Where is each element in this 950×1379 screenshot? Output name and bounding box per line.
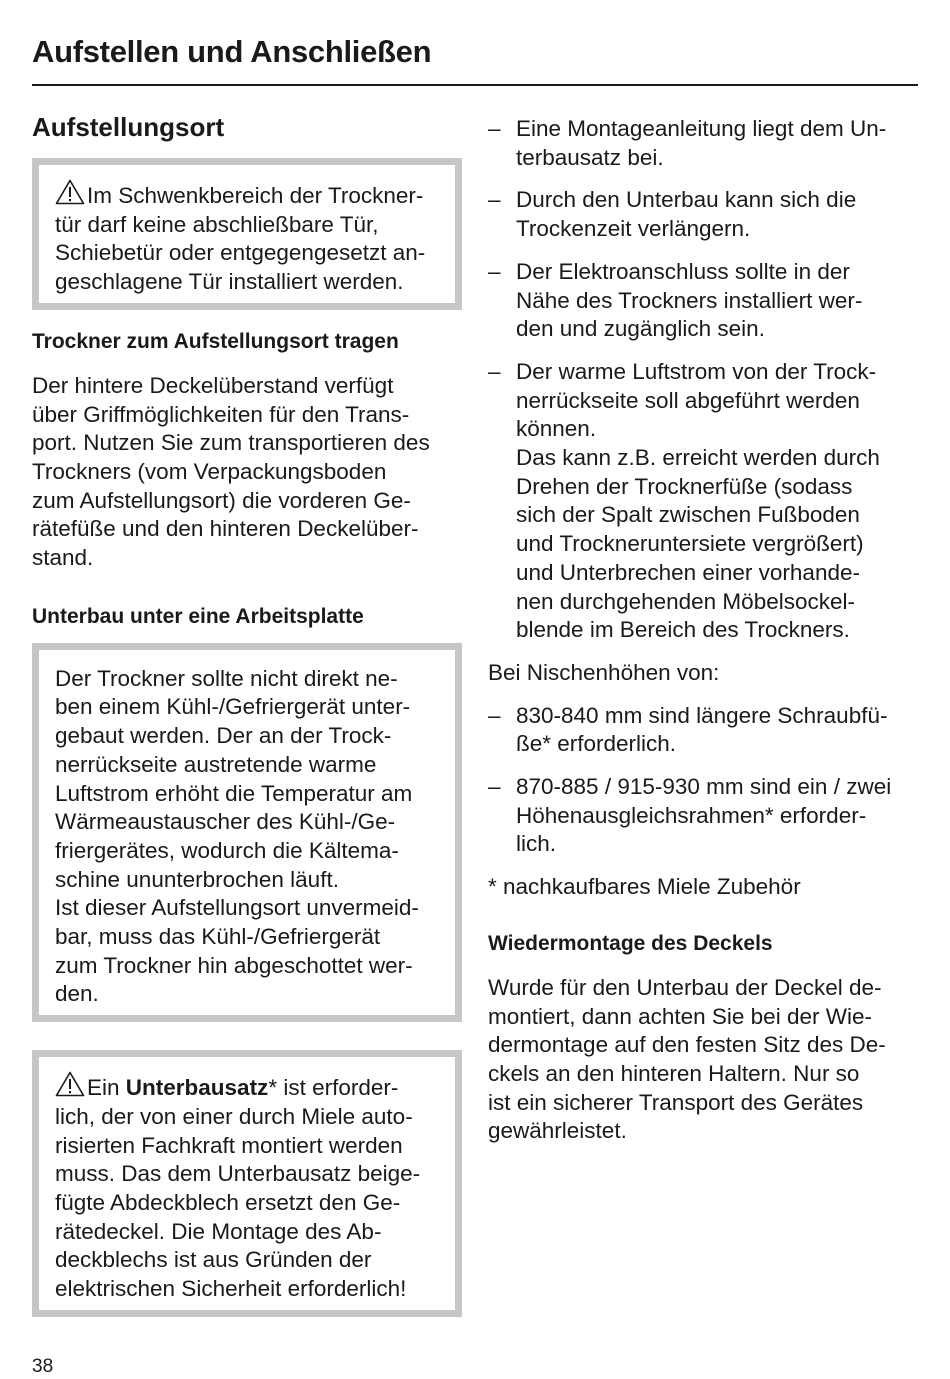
page-header (32, 32, 918, 86)
list-item-text: 870-885 / 915-930 mm sind ein / zwei Höhenausgleichsrahmen* erforder- lich. (516, 774, 892, 857)
list-item-text: 830-840 mm sind längere Schraubfü- ße* erforderlich. (516, 702, 888, 757)
page-number: 38 (32, 1356, 54, 1377)
footnote: * nachkaufbares Miele Zubehör (488, 874, 801, 900)
list-item (488, 186, 920, 243)
dash-bullet: – (488, 774, 501, 800)
warning-box-swing-area (32, 158, 462, 310)
warning-paragraph (55, 179, 443, 297)
warning-triangle-icon (55, 1071, 85, 1097)
dash-bullet: – (488, 258, 501, 284)
page-title: Aufstellen und Anschließen (32, 34, 432, 69)
niche-heights-intro: Bei Nischenhöhen von: (488, 659, 720, 685)
list-item-extra: Das kann z.B. erreicht werden durch Drehen der Trocknerfüße (sodass sich der Spalt zwischen Fußboden und Trockneruntersiete vergrößert) und Unterbrechen einer vorhande- nen durchgehenden Möbelsockel- blende im Bereich des Trockners. (516, 445, 880, 643)
warning-box-underbuild-kit (32, 1050, 462, 1317)
right-column (488, 115, 920, 1146)
list-item (488, 358, 920, 645)
warning-text: * ist erforder- lich, der von einer durch Miele auto- risierten Fachkraft montiert werden muss. Das dem Unterbausatz beige- fügte Abdeckblech ersetzt den Ge- rätedeckel. Die Montage des Ab- deckblechs ist aus Gründen der elektrischen Sicherheit erforderlich! (55, 1075, 421, 1302)
warning-bold-term: Unterbausatz (125, 1075, 269, 1101)
paragraph-transport: Der hintere Deckelüberstand verfügt über Griffmöglichkeiten für den Trans- port. Nutzen Sie zum transportieren des Trockners (vom Verpackungsboden zum Aufstellungsort) die vorderen Ge- rätefüße und den hinteren Deckelüber- stand. (32, 372, 430, 571)
list-item (488, 773, 920, 859)
left-column (32, 110, 462, 1317)
dash-bullet: – (488, 187, 501, 213)
warning-triangle-icon (55, 179, 85, 205)
list-item (488, 258, 920, 344)
note-text: Der Trockner sollte nicht direkt ne- ben einem Kühl-/Gefriergerät unter- gebaut werden. Der an der Trock- nerrückseite austretende warme Luftstrom erhöht die Temperatur am Wärmeaustauscher des Kühl-/Ge- friergerätes, wodurch die Kältema- schine ununterbrochen läuft. Ist dieser Aufstellungsort unvermeid- bar, muss das Kühl-/Gefriergerät zum Trockner hin abgeschottet wer- den. (55, 665, 419, 1007)
warning-text: Im Schwenkbereich der Trockner- tür darf keine abschließbare Tür, Schiebetür oder entgegengesetzt an- geschlagene Tür installiert werden. (55, 183, 426, 295)
dash-bullet: – (488, 702, 501, 728)
dash-list-requirements (488, 115, 920, 645)
list-item-text: Der warme Luftstrom von der Trock- nerrückseite soll abgeführt werden können. (516, 358, 877, 442)
list-item-text: Durch den Unterbau kann sich die Trockenzeit verlängern. (516, 187, 857, 242)
subheading-transport: Trockner zum Aufstellungsort tragen (32, 329, 399, 353)
dash-bullet: – (488, 358, 501, 384)
subheading-reassembly: Wiedermontage des Deckels (488, 931, 773, 955)
list-item-text: Eine Montageanleitung liegt dem Un- terbausatz bei. (516, 116, 887, 170)
paragraph-reassembly: Wurde für den Unterbau der Deckel de- montiert, dann achten Sie bei der Wie- dermontage auf den festen Sitz des De- ckels an den hinteren Haltern. Nur so ist ein sicherer Transport des Gerätes gewährleistet. (488, 974, 886, 1144)
list-item-text: Der Elektroanschluss sollte in der Nähe des Trockners installiert wer- den und zugänglich sein. (516, 258, 863, 342)
list-item (488, 702, 920, 759)
subheading-undercounter: Unterbau unter eine Arbeitsplatte (32, 604, 364, 628)
warning-paragraph (55, 1071, 443, 1304)
list-item (488, 115, 920, 172)
dash-list-niche-heights (488, 702, 920, 860)
warning-prefix: Ein (87, 1075, 126, 1101)
section-title: Aufstellungsort (32, 112, 225, 142)
note-box-fridge (32, 643, 462, 1022)
dash-bullet: – (488, 116, 501, 141)
